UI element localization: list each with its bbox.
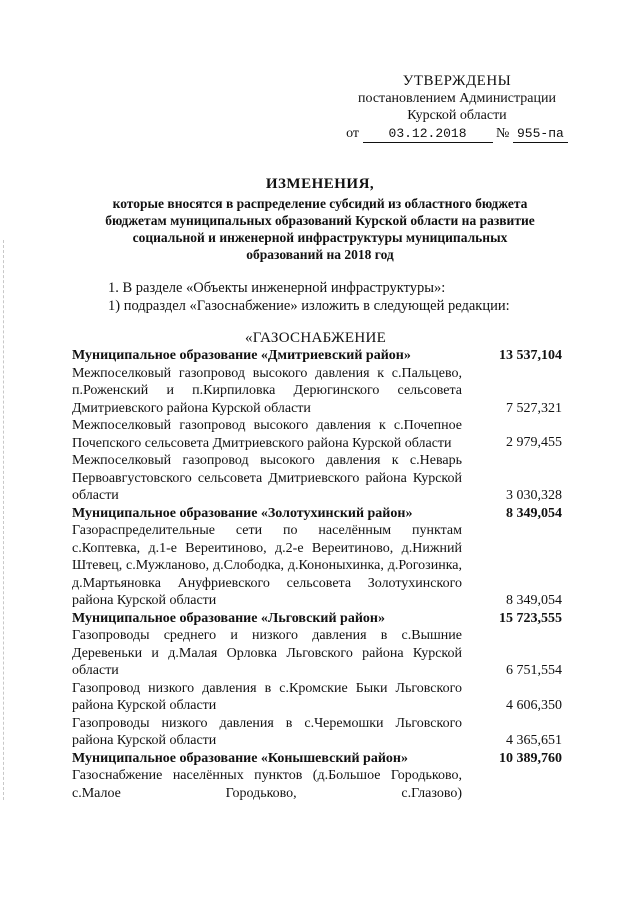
document-header [70,176,570,263]
approval-number: 955-па [513,125,568,143]
approval-stamp [332,73,582,143]
entry-text: Газопроводы среднего и низкого давления в с.Вышние Деревеньки и д.Малая Орловка Льговского района Курской области [72,628,462,678]
entry-text: Газопровод низкого давления в с.Кромские Быки Льговского района Курской области [72,680,462,713]
header-line-3: социальной и инженерной инфраструктуры муниципальных [132,230,508,245]
table-row [72,767,562,802]
table-row [72,522,562,610]
table-row [72,452,562,505]
entry-text: Муниципальное образование «Конышевский район» [72,750,408,766]
table-row [72,365,562,418]
table-row [72,715,562,750]
section-title: «ГАЗОСНАБЖЕНИЕ [245,330,387,346]
document-title: ИЗМЕНЕНИЯ, [265,176,375,192]
header-line-1: которые вносятся в распределение субсидий из областного бюджета [112,196,528,211]
entry-text: Муниципальное образование «Золотухинский район» [72,505,413,521]
approval-line-2: Курской области [407,108,507,123]
scan-margin-marks [3,240,5,800]
entry-text: Межпоселковый газопровод высокого давления к с.Почепное Почепского сельсовета Дмитриевского района Курской области [72,418,462,451]
from-label: от [346,126,360,141]
entry-text: Межпоселковый газопровод высокого давления к с.Пальцево, п.Роженский и п.Кирпиловка Дерюгинского сельсовета Дмитриевского района Курской области [72,365,462,416]
entry-text: Газораспределительные сети по населённым пунктам с.Коптевка, д.1-е Вереитиново, д.2-е Вереитиново, д.Нижний Штевец, с.Мужланово, д.Слободка, д.Кононыхинка, д.Рогозинка, д.Мартьяновка Ануфриевского сельсовета Золотухинского района Курской области [72,523,462,608]
table-row [72,750,562,768]
entry-amount: 3 030,328 [506,488,562,503]
entry-amount: 6 751,554 [506,663,562,678]
intro-line-1: 1. В разделе «Объекты инженерной инфраструктуры»: [108,280,446,296]
entry-amount: 7 527,321 [506,400,562,416]
table-row [72,347,562,365]
entry-text: Муниципальное образование «Льговский район» [72,610,385,626]
number-label: № [496,126,510,141]
entry-amount: 8 349,054 [506,505,562,521]
entry-amount: 4 606,350 [506,697,562,713]
entry-amount: 8 349,054 [506,593,562,608]
entry-amount: 15 723,555 [499,610,562,626]
entry-amount: 2 979,455 [506,435,562,450]
table-row [72,417,562,452]
entry-text: Муниципальное образование «Дмитриевский район» [72,348,411,363]
table-row [72,627,562,680]
table-row [72,610,562,628]
entry-amount: 13 537,104 [499,348,562,363]
header-line-4: образований на 2018 год [246,247,394,262]
approval-date: 03.12.2018 [363,125,493,143]
entry-amount: 4 365,651 [506,733,562,748]
approval-date-line [332,125,582,143]
entry-text: Газопроводы низкого давления в с.Черемошки Льговского района Курской области [72,715,462,748]
approval-line-1: постановлением Администрации [358,91,556,106]
entry-text: Межпоселковый газопровод высокого давления к с.Неварь Первоавгустовского сельсовета Дмитриевского района Курской области [72,453,462,503]
table-row [72,505,562,523]
intro-text [108,279,588,315]
header-line-2: бюджетам муниципальных образований Курской области на развитие [105,213,535,228]
approval-title: УТВЕРЖДЕНЫ [402,73,512,89]
entry-text: Газоснабжение населённых пунктов (д.Большое Городьково, с.Малое Городьково, с.Глазово) [72,768,462,801]
table-row [72,680,562,715]
subsidy-table [72,347,562,802]
intro-line-2: 1) подраздел «Газоснабжение» изложить в следующей редакции: [108,298,510,314]
entry-amount: 10 389,760 [499,750,562,766]
